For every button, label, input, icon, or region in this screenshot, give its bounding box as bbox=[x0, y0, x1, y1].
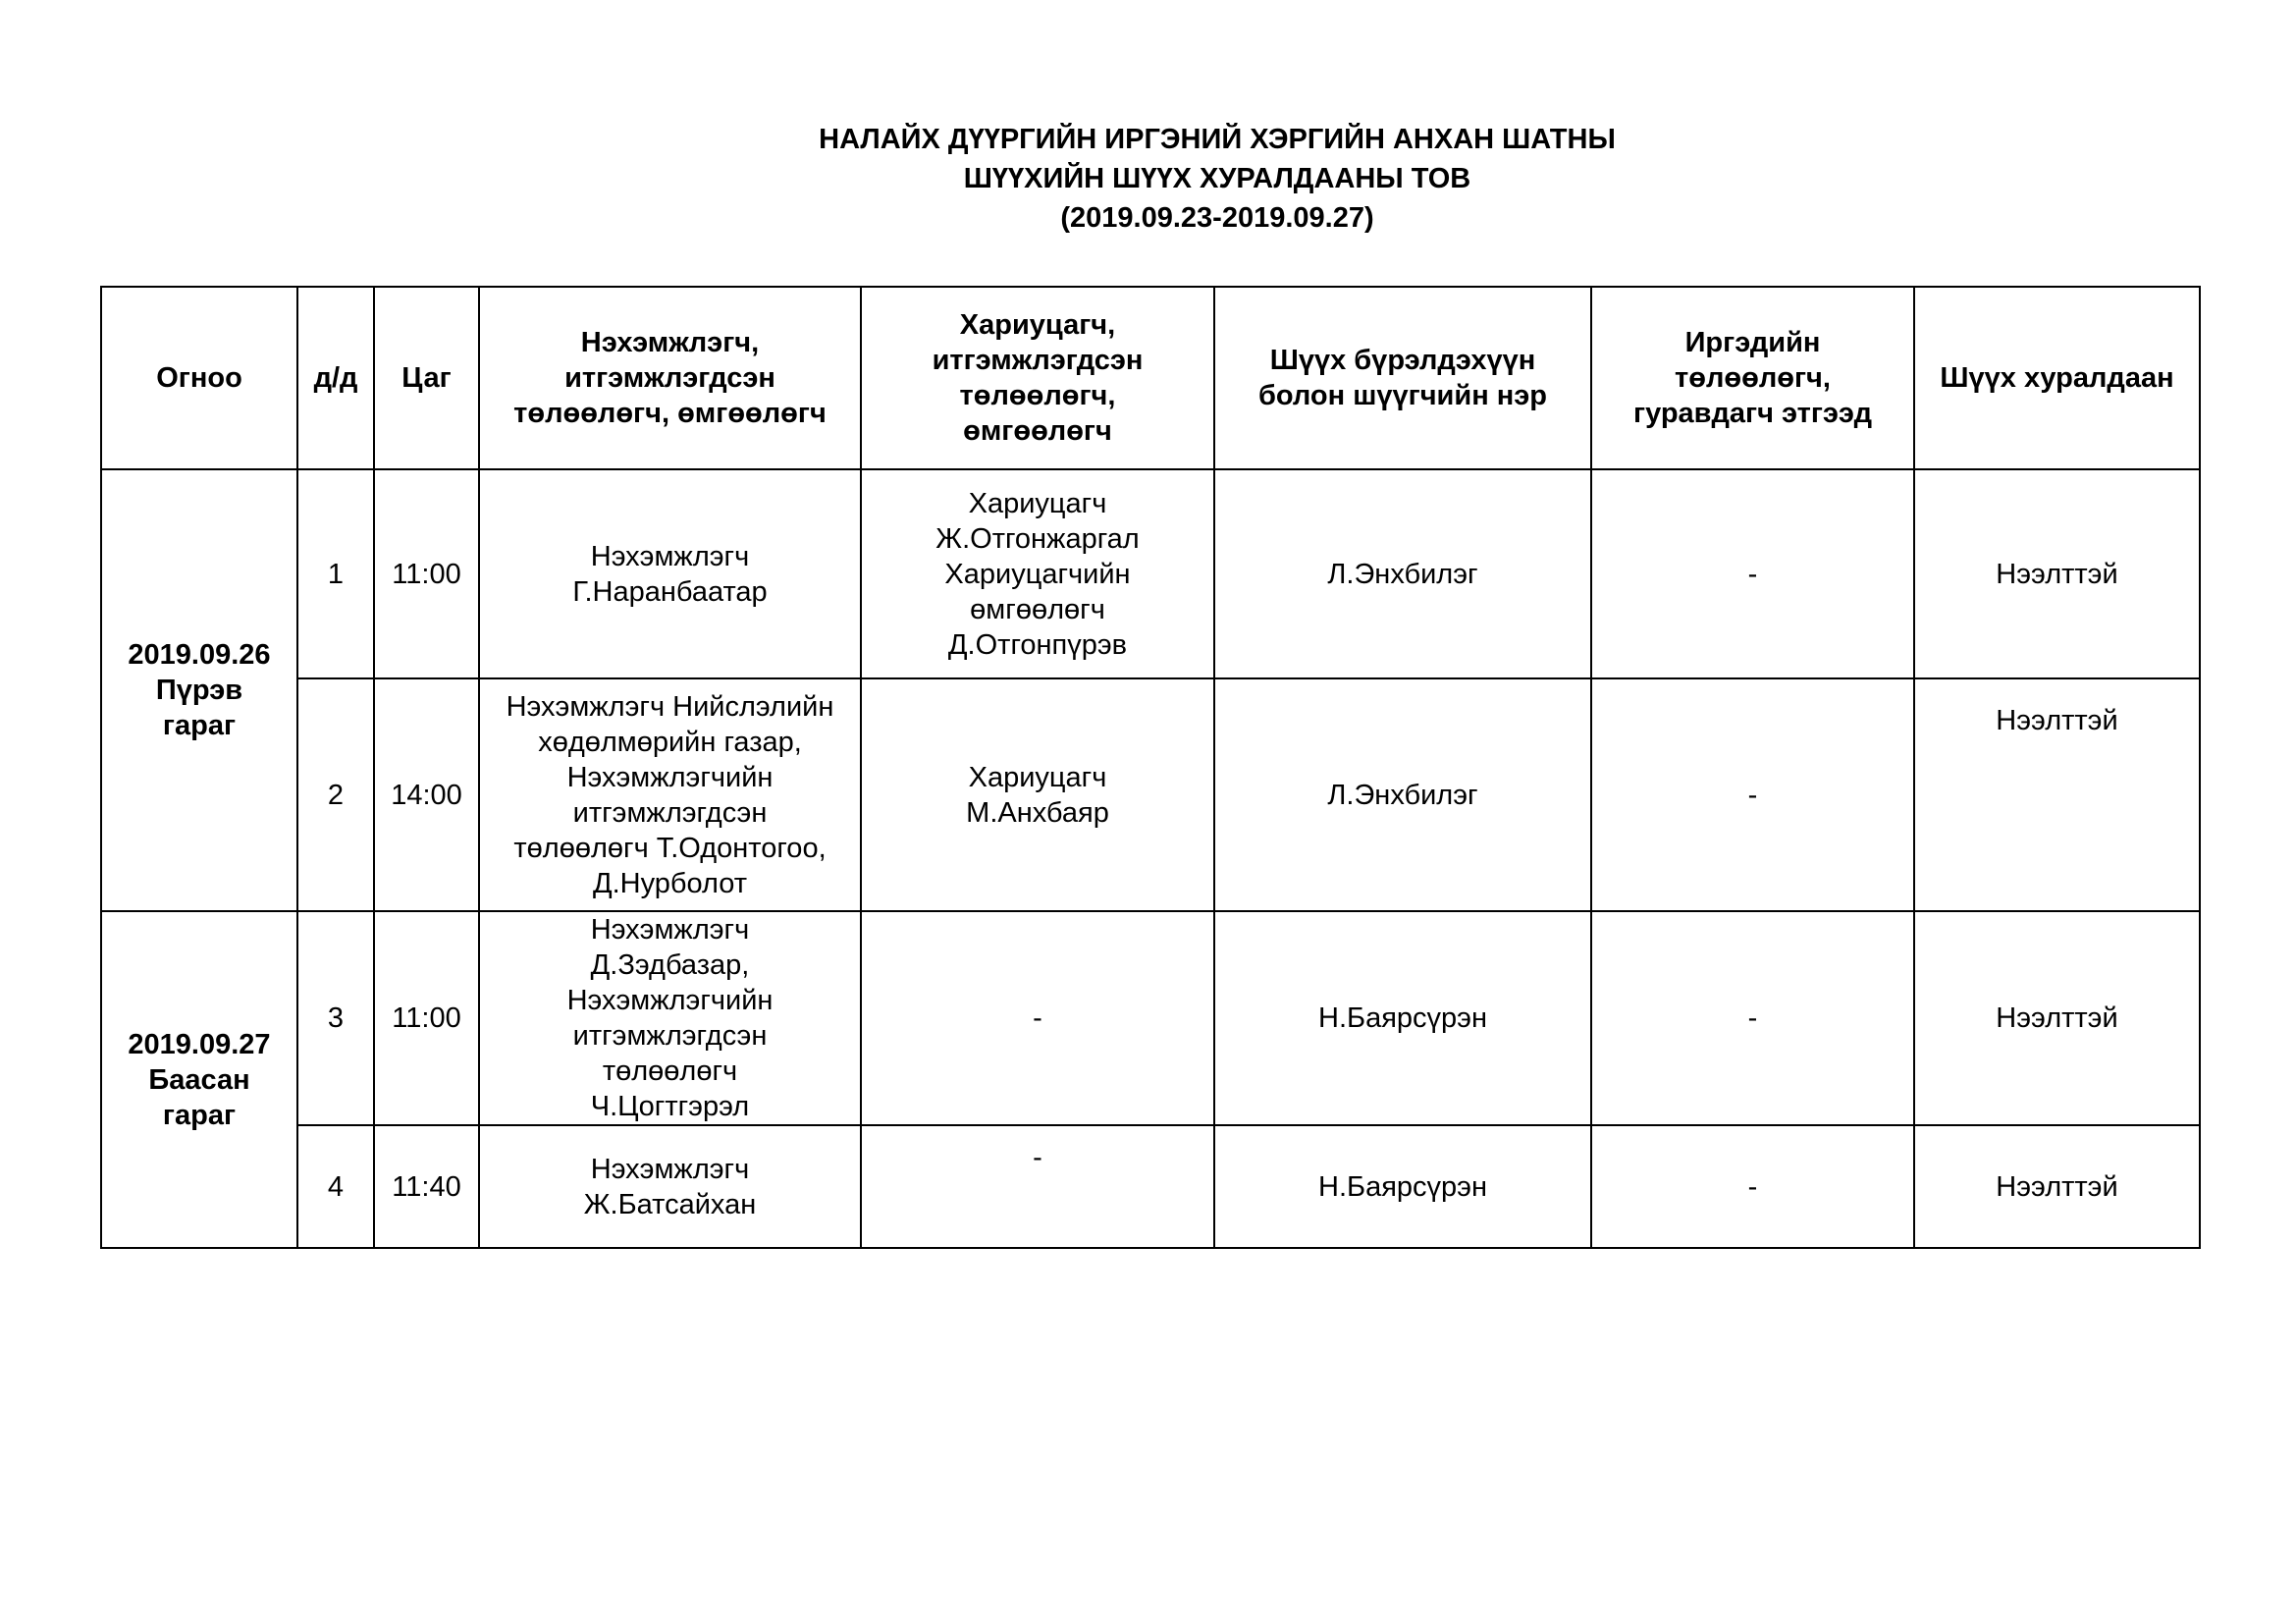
cell-line: Нэхэмжлэгчийн bbox=[566, 985, 774, 1016]
defendant-cell bbox=[861, 1125, 1214, 1248]
plaintiff-cell bbox=[479, 469, 861, 678]
third-party-cell: - bbox=[1591, 678, 1914, 911]
header-line: Шүүх бүрэлдэхүүн bbox=[1269, 345, 1536, 376]
cell-line: Нэхэмжлэгч bbox=[590, 914, 750, 946]
cell-line: хөдөлмөрийн газар, bbox=[538, 726, 802, 758]
date-line: 2019.09.26 bbox=[128, 639, 271, 671]
cell-line: - bbox=[1033, 1002, 1042, 1034]
third-party-cell: - bbox=[1591, 911, 1914, 1125]
date-line: Баасан bbox=[148, 1063, 250, 1096]
title-line-2: ШҮҮХИЙН ШҮҮХ ХУРАЛДААНЫ ТОВ bbox=[963, 163, 1471, 194]
cell-line: Г.Наранбаатар bbox=[572, 575, 768, 608]
document-title bbox=[628, 120, 1806, 238]
cell-line: Нэхэмжлэгч bbox=[590, 540, 750, 572]
table-row bbox=[101, 1125, 2200, 1248]
plaintiff-cell bbox=[479, 911, 861, 1125]
row-time: 14:00 bbox=[374, 678, 479, 911]
cell-line: Хариуцагчийн bbox=[944, 558, 1131, 590]
hearing-cell: Нээлттэй bbox=[1914, 678, 2200, 911]
plaintiff-cell bbox=[479, 678, 861, 911]
row-number: 1 bbox=[297, 469, 374, 678]
table-row bbox=[101, 678, 2200, 911]
third-party-cell: - bbox=[1591, 469, 1914, 678]
date-line: гараг bbox=[162, 710, 237, 741]
date-line: Пүрэв bbox=[155, 675, 243, 706]
plaintiff-cell bbox=[479, 1125, 861, 1248]
header-hearing bbox=[1914, 287, 2200, 469]
date-cell bbox=[101, 469, 297, 911]
date-line: 2019.09.27 bbox=[128, 1028, 271, 1060]
date-line: гараг bbox=[162, 1099, 237, 1131]
header-line: болон шүүгчийн нэр bbox=[1257, 380, 1548, 411]
row-time: 11:40 bbox=[374, 1125, 479, 1248]
hearing-cell: Нээлттэй bbox=[1914, 469, 2200, 678]
date-cell bbox=[101, 911, 297, 1248]
third-party-cell: - bbox=[1591, 1125, 1914, 1248]
header-line: д/д bbox=[313, 362, 358, 394]
cell-line: Д.Отгонпүрэв bbox=[947, 628, 1128, 661]
hearing-cell: Нээлттэй bbox=[1914, 911, 2200, 1125]
cell-line: Нэхэмжлэгч bbox=[590, 1153, 750, 1185]
table-header-row bbox=[101, 287, 2200, 469]
header-line: Шүүх хуралдаан bbox=[1940, 362, 2174, 394]
title-line-1: НАЛАЙХ ДҮҮРГИЙН ИРГЭНИЙ ХЭРГИЙН АНХАН ШАТНЫ bbox=[819, 124, 1616, 155]
header-line: итгэмжлэгдсэн bbox=[564, 362, 775, 394]
header-number bbox=[297, 287, 374, 469]
title-date-range: (2019.09.23-2019.09.27) bbox=[1060, 202, 1374, 234]
header-date bbox=[101, 287, 297, 469]
cell-line: төлөөлөгч Т.Одонтогоо, bbox=[513, 832, 827, 864]
cell-line: өмгөөлөгч bbox=[970, 593, 1105, 625]
row-time: 11:00 bbox=[374, 911, 479, 1125]
cell-line: М.Анхбаяр bbox=[966, 796, 1109, 829]
header-time bbox=[374, 287, 479, 469]
header-line: төлөөлөгч, bbox=[1675, 362, 1831, 394]
header-line: Нэхэмжлэгч, bbox=[580, 327, 760, 358]
hearing-schedule-table bbox=[100, 286, 2201, 1249]
header-judge bbox=[1214, 287, 1591, 469]
cell-line: Нэхэмжлэгчийн bbox=[566, 761, 774, 793]
defendant-cell bbox=[861, 678, 1214, 911]
table-row bbox=[101, 911, 2200, 1125]
row-number: 3 bbox=[297, 911, 374, 1125]
header-line: гуравдагч этгээд bbox=[1633, 398, 1872, 429]
cell-line: Ж.Отгонжаргал bbox=[935, 522, 1140, 555]
cell-line: Хариуцагч bbox=[968, 761, 1107, 793]
cell-line: Хариуцагч bbox=[968, 487, 1107, 519]
header-line: Иргэдийн bbox=[1684, 327, 1821, 358]
judge-cell: Л.Энхбилэг bbox=[1214, 678, 1591, 911]
row-time: 11:00 bbox=[374, 469, 479, 678]
cell-line: итгэмжлэгдсэн bbox=[572, 796, 768, 829]
header-line: итгэмжлэгдсэн bbox=[932, 345, 1144, 376]
header-plaintiff bbox=[479, 287, 861, 469]
cell-line: төлөөлөгч bbox=[602, 1056, 738, 1087]
header-defendant bbox=[861, 287, 1214, 469]
judge-cell: Л.Энхбилэг bbox=[1214, 469, 1591, 678]
cell-line: - bbox=[1033, 1142, 1042, 1173]
row-number: 2 bbox=[297, 678, 374, 911]
header-line: Хариуцагч, bbox=[959, 309, 1116, 341]
cell-line: Нэхэмжлэгч Нийслэлийн bbox=[506, 690, 834, 723]
header-line: Огноо bbox=[156, 362, 242, 394]
header-line: Цаг bbox=[401, 362, 452, 394]
cell-line: итгэмжлэгдсэн bbox=[572, 1020, 768, 1052]
cell-line: Д.Зэдбазар, bbox=[590, 949, 750, 981]
judge-cell: Н.Баярсүрэн bbox=[1214, 911, 1591, 1125]
cell-line: Д.Нурболот bbox=[592, 867, 748, 899]
row-number: 4 bbox=[297, 1125, 374, 1248]
cell-line: Ж.Батсайхан bbox=[583, 1188, 757, 1220]
hearing-cell: Нээлттэй bbox=[1914, 1125, 2200, 1248]
cell-line: Ч.Цогтгэрэл bbox=[590, 1091, 750, 1122]
header-line: төлөөлөгч, өмгөөлөгч bbox=[513, 398, 827, 429]
defendant-cell bbox=[861, 911, 1214, 1125]
table-row bbox=[101, 469, 2200, 678]
header-third-party bbox=[1591, 287, 1914, 469]
judge-cell: Н.Баярсүрэн bbox=[1214, 1125, 1591, 1248]
header-line: өмгөөлөгч bbox=[963, 415, 1112, 447]
header-line: төлөөлөгч, bbox=[959, 380, 1116, 411]
defendant-cell bbox=[861, 469, 1214, 678]
